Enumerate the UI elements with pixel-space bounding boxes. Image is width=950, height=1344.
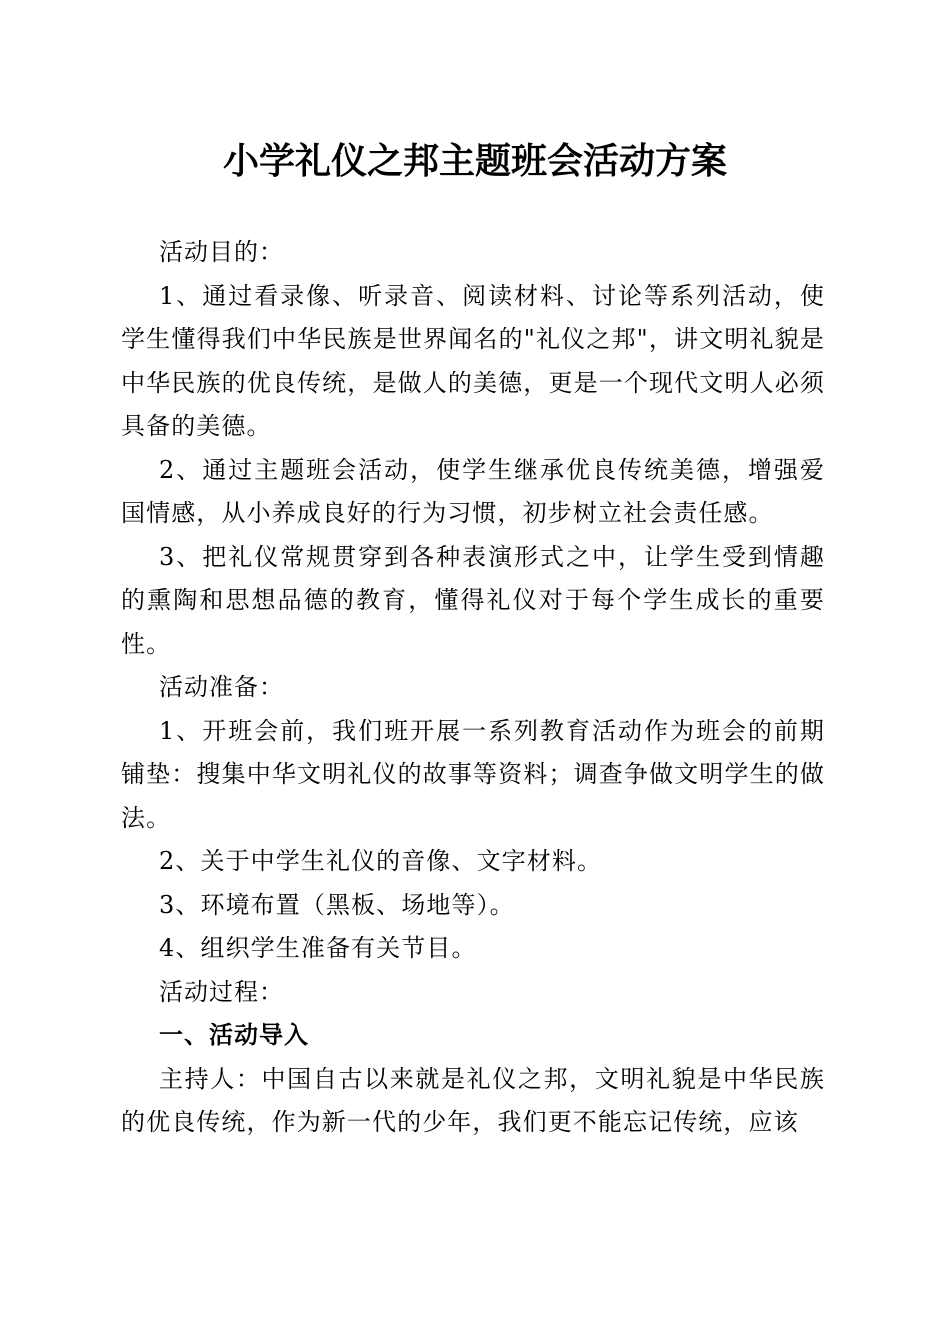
host-speech: 主持人：中国自古以来就是礼仪之邦，文明礼貌是中华民族的优良传统，作为新一代的少年，我们更不能忘记传统，应该 <box>121 1064 825 1136</box>
section-label-preparation: 活动准备： <box>159 673 284 701</box>
preparation-item-3: 3、环境布置（黑板、场地等）。 <box>159 890 515 919</box>
process-heading-1: 一、活动导入 <box>159 1021 309 1049</box>
purpose-item-2: 2、通过主题班会活动，使学生继承优良传统美德，增强爱国情感，从小养成良好的行为习惯，初步树立社会责任感。 <box>121 455 825 527</box>
preparation-item-4: 4、组织学生准备有关节目。 <box>159 934 477 962</box>
preparation-item-1: 1、开班会前，我们班开展一系列教育活动作为班会的前期铺垫：搜集中华文明礼仪的故事等资料；调查争做文明学生的做法。 <box>121 716 825 832</box>
section-label-purpose: 活动目的： <box>159 238 284 266</box>
purpose-item-3: 3、把礼仪常规贯穿到各种表演形式之中，让学生受到情趣的熏陶和思想品德的教育，懂得礼仪对于每个学生成长的重要性。 <box>121 542 825 658</box>
preparation-item-2: 2、关于中学生礼仪的音像、文字材料。 <box>159 847 603 875</box>
document-body <box>121 231 825 1145</box>
document-title: 小学礼仪之邦主题班会活动方案 <box>222 140 727 182</box>
section-label-process: 活动过程： <box>159 977 284 1006</box>
purpose-item-1: 1、通过看录像、听录音、阅读材料、讨论等系列活动，使学生懂得我们中华民族是世界闻名的"礼仪之邦"，讲文明礼貌是中华民族的优良传统，是做人的美德，更是一个现代文明人必须具备的美德。 <box>121 281 825 440</box>
